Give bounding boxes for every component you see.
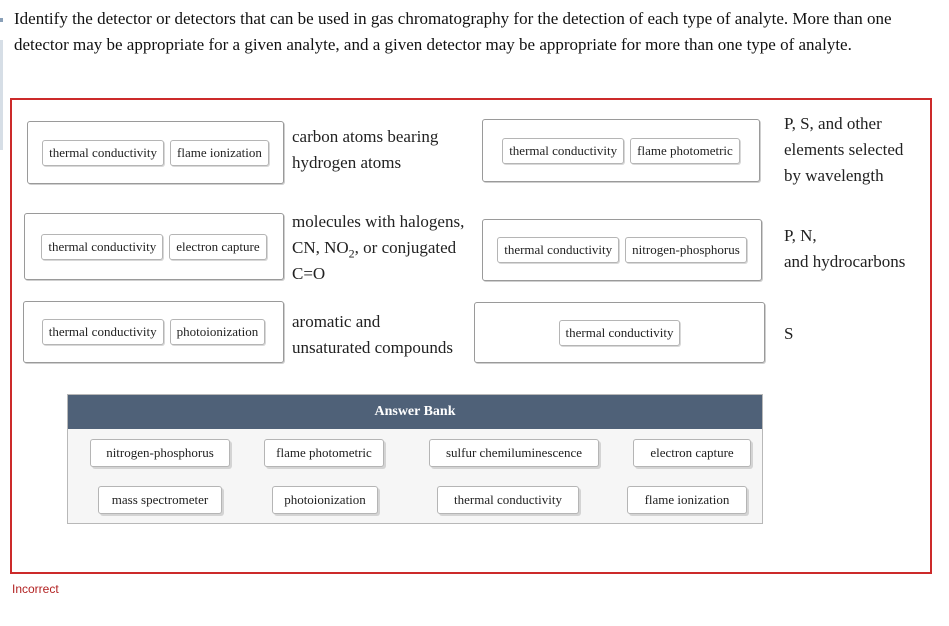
left-edge-mark xyxy=(0,18,3,22)
question-prompt: Identify the detector or detectors that can be used in gas chromatography for the detection of each type of analyte. More than one detector may be appropriate for a given analyte, and a given detector may be appropriate for more than one type of analyte. xyxy=(14,9,892,54)
drop-zone-carbon-hydrogen[interactable] xyxy=(27,121,284,184)
placed-chip[interactable]: thermal conductivity xyxy=(497,237,619,263)
placed-chip[interactable]: thermal conductivity xyxy=(502,138,624,164)
drop-zone-aromatic[interactable] xyxy=(23,301,284,363)
analyte-label-line: P, S, and other xyxy=(784,114,882,133)
drop-zone-p-s-elements[interactable] xyxy=(482,119,760,182)
status-message: Incorrect xyxy=(12,582,59,596)
analyte-label-line: elements selected xyxy=(784,140,904,159)
placed-chip[interactable]: flame photometric xyxy=(630,138,740,164)
bank-chip[interactable]: flame photometric xyxy=(264,439,384,467)
analyte-label-line: hydrogen atoms xyxy=(292,153,402,172)
analyte-label-p-n-hydrocarbons xyxy=(784,223,905,275)
placed-chip[interactable]: thermal conductivity xyxy=(42,140,164,166)
placed-chip[interactable]: flame ionization xyxy=(170,140,269,166)
analyte-label-line: aromatic and xyxy=(292,312,381,331)
analyte-label-line: P, N, xyxy=(784,226,817,245)
bank-chip[interactable]: electron capture xyxy=(633,439,751,467)
placed-chip[interactable]: electron capture xyxy=(169,234,266,260)
subscript: 2 xyxy=(348,246,355,261)
bank-chip[interactable]: flame ionization xyxy=(627,486,747,514)
analyte-text: , or conjugated xyxy=(354,238,457,257)
bank-chip[interactable]: mass spectrometer xyxy=(98,486,222,514)
placed-chip[interactable]: thermal conductivity xyxy=(42,319,164,345)
drop-zone-p-n-hydrocarbons[interactable] xyxy=(482,219,762,281)
left-edge xyxy=(0,0,3,626)
analyte-label-line: C=O xyxy=(292,264,326,283)
analyte-label-sulfur xyxy=(784,321,793,347)
analyte-label-aromatic xyxy=(292,309,453,361)
answer-bank xyxy=(67,394,763,524)
analyte-label-halogens xyxy=(292,209,464,287)
analyte-label-line: S xyxy=(784,324,794,343)
analyte-label-p-s-elements xyxy=(784,111,903,189)
bank-chip[interactable]: sulfur chemiluminescence xyxy=(429,439,599,467)
bank-chip[interactable]: nitrogen-phosphorus xyxy=(90,439,230,467)
analyte-label-line: and hydrocarbons xyxy=(784,252,906,271)
placed-chip[interactable]: thermal conductivity xyxy=(559,320,681,346)
analyte-label-line: carbon atoms bearing xyxy=(292,127,439,146)
bank-chip[interactable]: photoionization xyxy=(272,486,378,514)
placed-chip[interactable]: nitrogen-phosphorus xyxy=(625,237,747,263)
drop-zone-sulfur[interactable] xyxy=(474,302,765,363)
analyte-label-line: by wavelength xyxy=(784,166,884,185)
analyte-label-line xyxy=(292,235,464,261)
analyte-label-line: unsaturated compounds xyxy=(292,338,453,357)
analyte-text: CN, NO xyxy=(292,238,349,257)
bank-chip[interactable]: thermal conductivity xyxy=(437,486,579,514)
left-edge-mark xyxy=(0,40,3,150)
analyte-label-line: molecules with halogens, xyxy=(292,212,465,231)
analyte-label-carbon-hydrogen xyxy=(292,124,438,176)
placed-chip[interactable]: thermal conductivity xyxy=(41,234,163,260)
answer-bank-title: Answer Bank xyxy=(68,395,762,429)
drop-zone-halogens[interactable] xyxy=(24,213,284,280)
placed-chip[interactable]: photoionization xyxy=(170,319,266,345)
